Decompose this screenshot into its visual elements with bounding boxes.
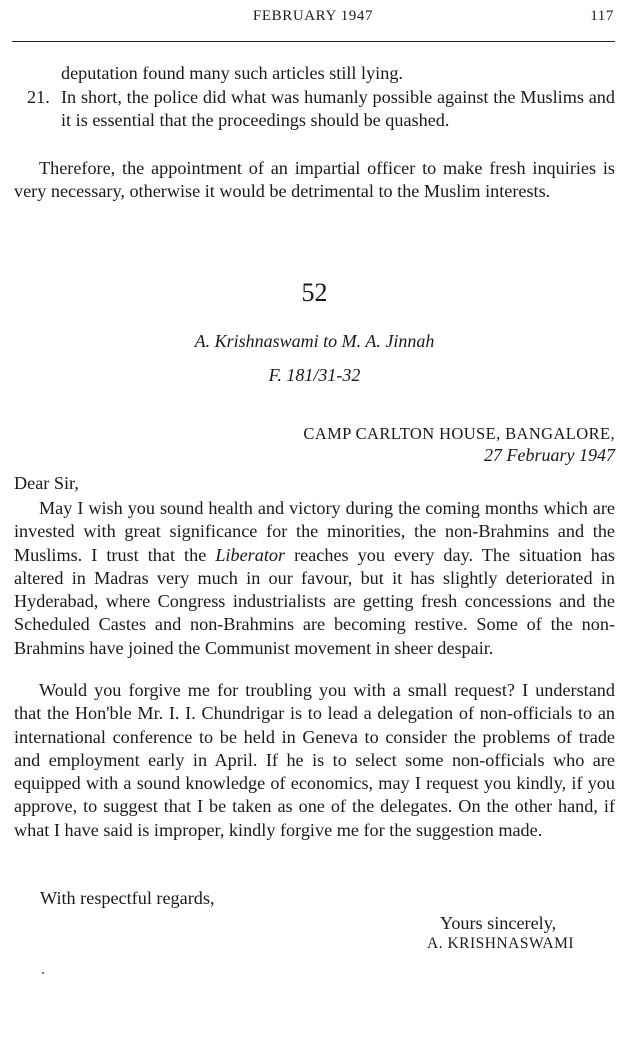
salutation: Dear Sir, bbox=[14, 473, 79, 493]
continuation-line-block bbox=[14, 62, 615, 85]
item-number: 21. bbox=[27, 87, 50, 107]
running-head-title: FEBRUARY 1947 bbox=[252, 8, 374, 24]
newspaper-title: Liberator bbox=[215, 544, 286, 565]
numbered-item bbox=[14, 86, 615, 133]
letter-paragraph-2: Would you forgive me for troubling you with a small request? I understand that the Hon'ble Mr. I. I. Chundrigar is to lead a delegation of non-officials to an international conference to be held in Geneva to consider the problems of trade and employment early in April. If he is to select some non-officials who are equipped with a sound knowledge of economics, may I request you kindly, if you approve, to suggest that I be taken as one of the delegates. On the other hand, if what I have said is improper, kindly forgive me for the suggestion made. bbox=[14, 680, 615, 840]
sender-address: CAMP CARLTON HOUSE, BANGALORE, bbox=[303, 424, 615, 443]
paragraph-1-text-a: May I wish you sound health and victory during the coming months which are invested with great significance for the minorities, the non-Brahmins and the Muslims. I trust that the bbox=[14, 498, 615, 565]
document-reference: F. 181/31-32 bbox=[268, 365, 361, 385]
document-title: A. Krishnaswami to M. A. Jinnah bbox=[194, 331, 435, 351]
valediction: Yours sincerely, bbox=[440, 913, 557, 933]
running-head bbox=[12, 6, 614, 32]
item-text: In short, the police did what was humanly possible against the Muslims and it is essential that the proceedings should be quashed. bbox=[61, 87, 615, 131]
continuation-line: deputation found many such articles still lying. bbox=[61, 63, 403, 83]
document-number: 52 bbox=[301, 278, 328, 307]
letter-closing: With respectful regards, bbox=[40, 888, 215, 908]
letter-paragraph-1 bbox=[14, 497, 615, 660]
paragraph-1-text-b: reaches you every day. The situation has altered in Madras very much in our favour, but it has slightly deteriorated in Hyderabad, where Congress industrialists are getting fresh concessions and the Scheduled Castes and non-Brahmins are becoming restive. Some of the non-Brahmins have joined the Communist movement in sheer despair. bbox=[14, 544, 615, 658]
letter-date: 27 February 1947 bbox=[484, 445, 615, 465]
closing-paragraph: Therefore, the appointment of an impartial officer to make fresh inquiries is very necessary, otherwise it would be detrimental to the Muslim interests. bbox=[14, 158, 615, 202]
numbered-item-21 bbox=[14, 86, 615, 133]
signature: A. KRISHNASWAMI bbox=[427, 935, 575, 952]
header-rule bbox=[12, 41, 615, 42]
page-number: 117 bbox=[590, 8, 614, 24]
print-speck bbox=[42, 972, 44, 974]
